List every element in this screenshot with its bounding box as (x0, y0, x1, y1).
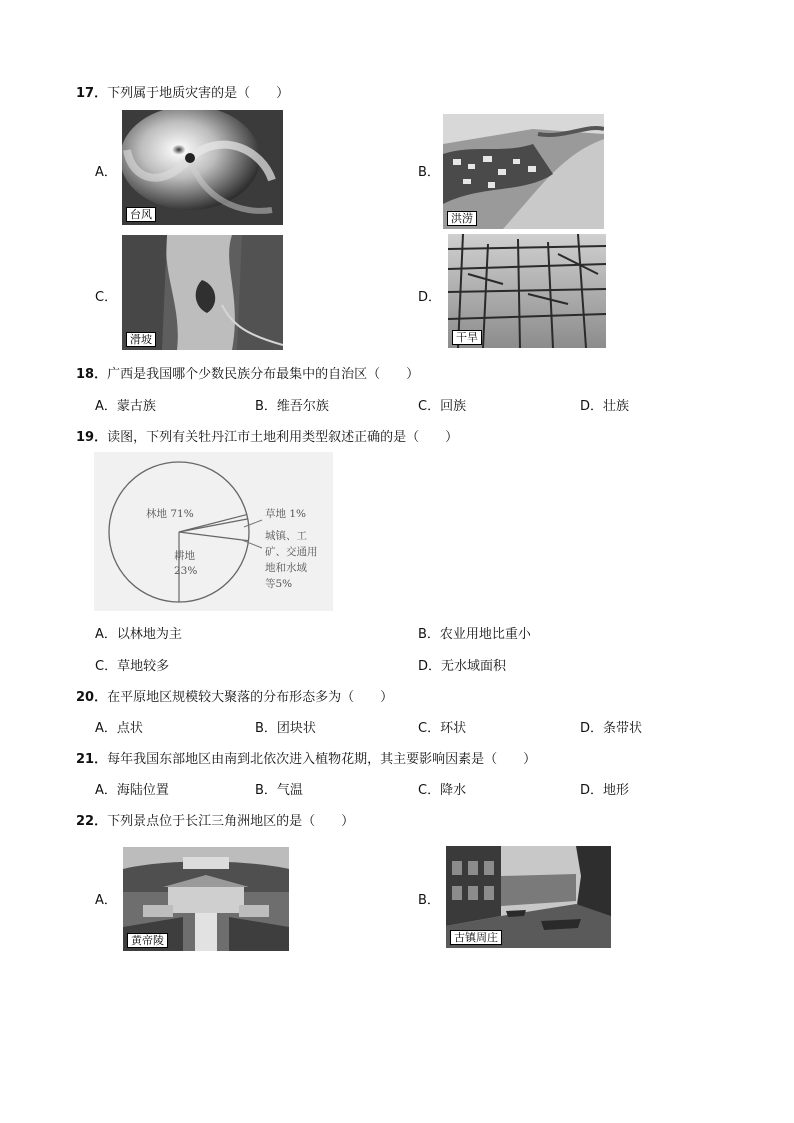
question-number: 22． (76, 814, 108, 829)
option-b[interactable] (418, 623, 531, 642)
question-text: 每年我国东部地区由南到北依次进入植物花期，其主要影响因素是（ ） (107, 752, 537, 767)
option-b[interactable] (255, 779, 303, 798)
option-text: 维吾尔族 (276, 399, 329, 414)
question-17 (76, 82, 289, 101)
option-text: 地形 (603, 783, 630, 798)
option-letter: A． (95, 399, 117, 414)
question-text: 下列景点位于长江三角洲地区的是（ ） (107, 814, 355, 829)
pie-label-farmland-value: 23% (174, 565, 198, 577)
question-number: 17． (76, 86, 108, 101)
pie-leader-line (242, 540, 262, 548)
option-text: 以林地为主 (116, 627, 182, 642)
option-d[interactable] (580, 717, 642, 736)
option-a[interactable] (95, 395, 156, 414)
option-c[interactable] (95, 655, 169, 674)
image-caption: 滑坡 (126, 332, 156, 347)
pie-label-farmland: 耕地 (174, 550, 195, 562)
option-letter: C． (95, 659, 118, 674)
option-letter: A． (95, 165, 117, 180)
pie-svg (94, 452, 333, 611)
drought-photo (448, 234, 606, 348)
option-text: 气温 (276, 783, 303, 798)
question-number: 21． (76, 752, 108, 767)
option-a[interactable] (95, 779, 169, 798)
question-number: 18． (76, 367, 108, 382)
question-number: 19． (76, 430, 108, 445)
pie-label-other-2: 矿、交通用 (265, 546, 318, 558)
question-text: 读图，下列有关牡丹江市土地利用类型叙述正确的是（ ） (107, 430, 459, 445)
question-19 (76, 426, 458, 445)
option-d[interactable] (580, 395, 629, 414)
pie-slice-boundary-城镇、工矿、交通用地和水域 (179, 519, 248, 532)
option-d[interactable] (580, 779, 629, 798)
option-text: 壮族 (603, 399, 630, 414)
option-letter: B． (255, 783, 277, 798)
option-text: 环状 (440, 721, 467, 736)
option-c[interactable] (418, 395, 466, 414)
pie-label-forest: 林地 71% (146, 508, 194, 520)
option-text: 草地较多 (117, 659, 170, 674)
question-18 (76, 363, 419, 382)
pie-label-other-3: 地和水域 (265, 562, 307, 574)
option-text: 蒙古族 (116, 399, 156, 414)
option-text: 无水域面积 (441, 659, 507, 674)
question-21 (76, 748, 536, 767)
option-a[interactable] (95, 623, 182, 642)
pie-label-other-1: 城镇、工 (265, 530, 307, 542)
land-use-pie-chart (94, 452, 333, 611)
option-letter: B． (418, 627, 440, 642)
option-letter: A． (95, 783, 117, 798)
pie-label-grass: 草地 1% (265, 508, 306, 520)
question-22 (76, 810, 354, 829)
option-text: 降水 (440, 783, 467, 798)
landslide-photo (122, 235, 283, 350)
option-letter: C． (95, 290, 118, 305)
option-a[interactable] (95, 717, 143, 736)
option-text: 条带状 (603, 721, 643, 736)
option-d[interactable] (418, 655, 506, 674)
flood-photo (443, 114, 604, 229)
option-c[interactable] (418, 779, 466, 798)
image-caption: 台风 (126, 207, 156, 222)
question-text: 广西是我国哪个少数民族分布最集中的自治区（ ） (107, 367, 420, 382)
option-text: 农业用地比重小 (439, 627, 531, 642)
option-text: 回族 (440, 399, 467, 414)
option-letter: B． (255, 399, 277, 414)
image-caption: 古镇周庄 (450, 930, 502, 945)
mausoleum-photo (123, 847, 289, 951)
option-letter: B． (255, 721, 277, 736)
option-letter: D． (418, 290, 442, 305)
option-letter: B． (418, 165, 440, 180)
option-letter: C． (418, 721, 441, 736)
option-letter: B． (418, 893, 440, 908)
question-text: 下列属于地质灾害的是（ ） (107, 86, 290, 101)
image-caption: 黄帝陵 (127, 933, 168, 948)
option-text: 海陆位置 (116, 783, 169, 798)
option-letter: D． (418, 659, 442, 674)
question-text: 在平原地区规模较大聚落的分布形态多为（ ） (107, 690, 394, 705)
option-b[interactable] (255, 395, 329, 414)
pie-leader-line (244, 520, 262, 527)
option-letter: A． (95, 627, 117, 642)
option-letter: D． (580, 721, 604, 736)
pie-slice-boundary-耕地 (179, 532, 248, 541)
option-letter: D． (580, 399, 604, 414)
question-20 (76, 686, 393, 705)
option-b[interactable] (255, 717, 316, 736)
image-caption: 洪涝 (447, 211, 477, 226)
option-c[interactable] (418, 717, 466, 736)
option-letter: A． (95, 721, 117, 736)
typhoon-photo (122, 110, 283, 225)
image-caption: 干旱 (452, 330, 482, 345)
option-text: 团块状 (276, 721, 316, 736)
water-town-photo (446, 846, 611, 948)
option-letter: A． (95, 893, 117, 908)
option-letter: D． (580, 783, 604, 798)
question-number: 20． (76, 690, 108, 705)
option-text: 点状 (116, 721, 143, 736)
pie-label-other-4: 等5% (265, 578, 293, 590)
option-letter: C． (418, 399, 441, 414)
option-letter: C． (418, 783, 441, 798)
